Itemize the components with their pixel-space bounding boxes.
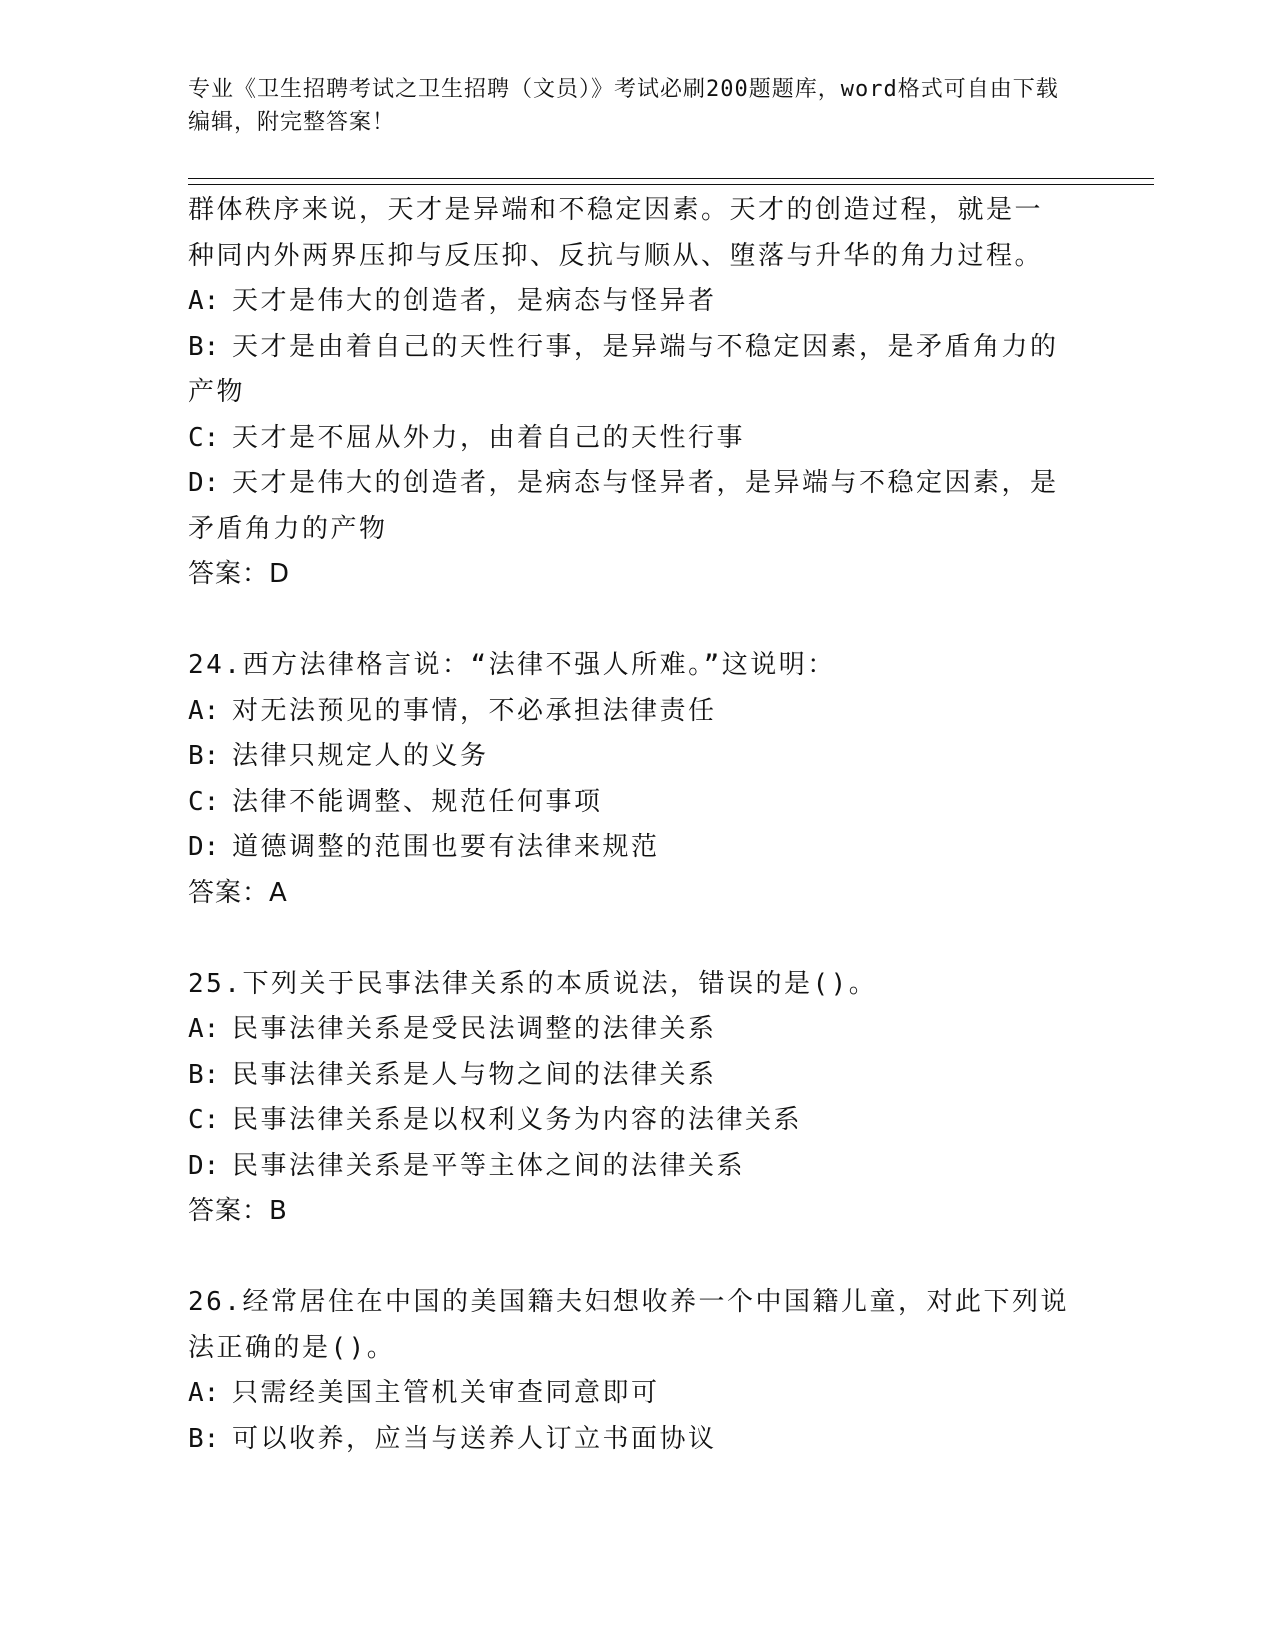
option-text: 法律不能调整、规范任何事项 [232,786,603,817]
option-letter: C: [188,1105,220,1135]
option-text: 对无法预见的事情，不必承担法律责任 [232,695,717,726]
question-content [188,188,1088,1462]
q24-option-b [188,734,1088,780]
option-letter: A: [188,1014,220,1044]
q25-option-c [188,1098,1088,1144]
q23-option-a [188,279,1088,325]
q23-answer: 答案：D [188,559,291,589]
q23-continuation-line-2: 种同内外两界压抑与反压抑、反抗与顺从、堕落与升华的角力过程。 [188,240,1044,271]
option-letter: B: [188,331,220,362]
option-letter: A: [188,695,220,726]
option-text: 可以收养，应当与送养人订立书面协议 [232,1423,717,1454]
q26-option-a [188,1371,1088,1417]
option-text: 天才是由着自己的天性行事，是异端与不稳定因素，是矛盾角力的 [232,331,1059,362]
q23-option-d-continued: 矛盾角力的产物 [188,513,388,544]
option-text: 民事法律关系是平等主体之间的法律关系 [232,1150,746,1181]
option-text: 天才是伟大的创造者，是病态与怪异者，是异端与不稳定因素，是 [232,468,1059,498]
q23-option-c [188,416,1088,462]
option-text: 民事法律关系是人与物之间的法律关系 [232,1059,717,1090]
option-letter: A: [188,1378,220,1408]
q24-question: 24.西方法律格言说：“法律不强人所难。”这说明： [188,650,836,680]
q24-option-c [188,780,1088,826]
spacer [188,598,1088,644]
q23-option-b [188,325,1088,371]
option-letter: D: [188,832,220,862]
option-letter: C: [188,422,220,453]
q25-answer: 答案：B [188,1196,288,1226]
option-letter: B: [188,1059,220,1090]
option-letter: C: [188,786,220,817]
document-header: 专业《卫生招聘考试之卫生招聘（文员）》考试必刷200题题库，word格式可自由下载编辑，附完整答案！ [188,77,1059,135]
option-letter: D: [188,468,220,498]
q26-option-b [188,1417,1088,1463]
option-text: 道德调整的范围也要有法律来规范 [232,832,660,862]
q26-question-line-2: 法正确的是()。 [188,1332,396,1363]
option-text: 民事法律关系是以权利义务为内容的法律关系 [232,1105,803,1135]
header-divider-bottom [188,184,1154,185]
q25-question: 25.下列关于民事法律关系的本质说法，错误的是()。 [188,968,878,999]
q25-option-a [188,1007,1088,1053]
option-text: 天才是不屈从外力，由着自己的天性行事 [232,422,746,453]
q24-answer: 答案：A [188,877,288,908]
option-letter: D: [188,1150,220,1181]
spacer [188,1235,1088,1281]
q24-option-a [188,689,1088,735]
q25-option-d [188,1144,1088,1190]
option-letter: A: [188,286,220,316]
q25-option-b [188,1053,1088,1099]
option-text: 只需经美国主管机关审查同意即可 [232,1378,660,1408]
q23-continuation-line-1: 群体秩序来说，天才是异端和不稳定因素。天才的创造过程，就是一 [188,195,1044,225]
spacer [188,916,1088,962]
option-letter: B: [188,741,220,771]
header-divider-top [188,178,1154,179]
q26-question-line-1: 26.经常居住在中国的美国籍夫妇想收养一个中国籍儿童，对此下列说 [188,1287,1069,1317]
q23-option-b-continued: 产物 [188,377,246,407]
option-letter: B: [188,1423,220,1454]
q24-option-d [188,825,1088,871]
q23-option-d [188,461,1088,507]
option-text: 天才是伟大的创造者，是病态与怪异者 [232,286,717,316]
option-text: 民事法律关系是受民法调整的法律关系 [232,1014,717,1044]
option-text: 法律只规定人的义务 [232,741,489,771]
